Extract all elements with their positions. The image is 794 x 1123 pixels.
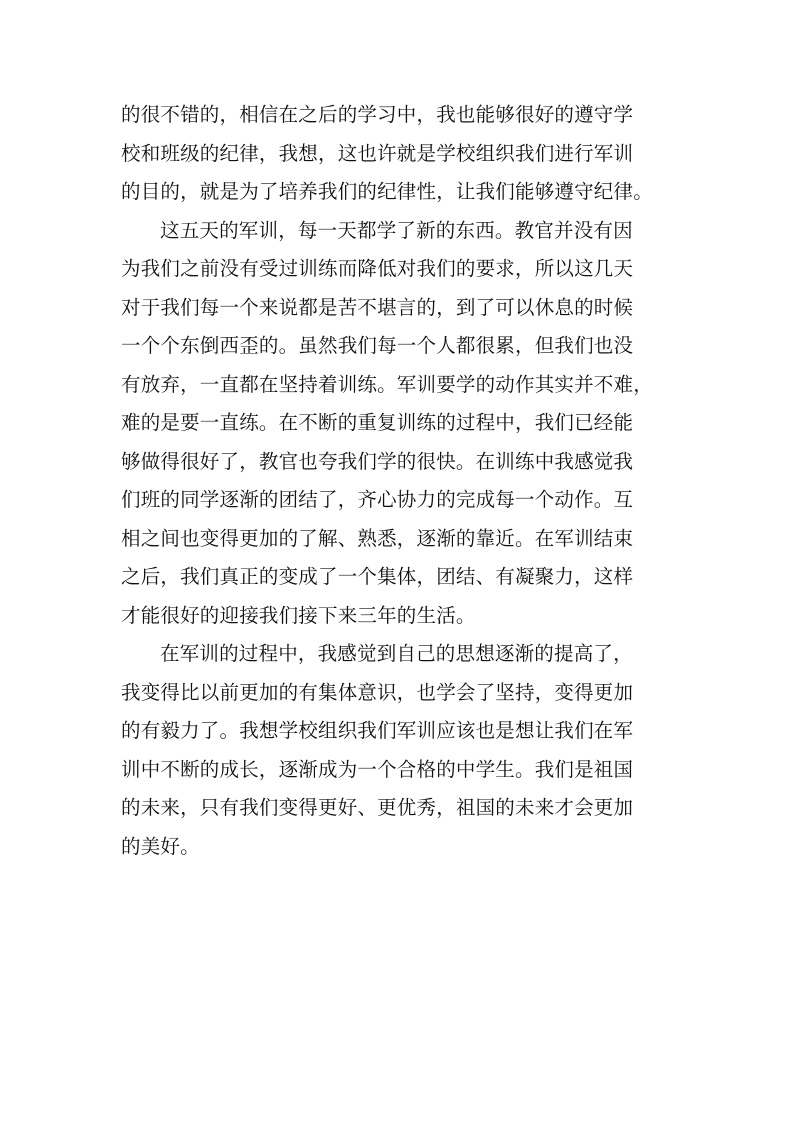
text-line: 的目的，就是为了培养我们的纪律性，让我们能够遵守纪律。: [121, 180, 653, 203]
paragraph-start-line: 这五天的军训，每一天都学了新的东西。教官并没有因: [160, 218, 633, 242]
text-line: 的美好。: [121, 834, 200, 858]
text-line: 的未来，只有我们变得更好、更优秀，祖国的未来才会更加: [121, 796, 634, 819]
text-line: 的有毅力了。我想学校组织我们军训应该也是想让我们在军: [121, 719, 634, 742]
essay-body: [121, 96, 677, 866]
text-line: 一个个东倒西歪的。虽然我们每一个人都很累，但我们也没: [121, 334, 634, 357]
text-line: 有放弃，一直都在坚持着训练。军训要学的动作其实并不难，: [121, 372, 653, 396]
text-line: 才能很好的迎接我们接下来三年的生活。: [121, 603, 476, 627]
text-line: 为我们之前没有受过训练而降低对我们的要求，所以这几天: [121, 257, 634, 280]
text-line: 对于我们每一个来说都是苦不堪言的，到了可以休息的时候: [121, 295, 634, 319]
text-line: 之后，我们真正的变成了一个集体，团结、有凝聚力，这样: [121, 565, 634, 588]
paragraph-start-line: 在军训的过程中，我感觉到自己的思想逐渐的提高了，: [160, 642, 633, 665]
text-line: 校和班级的纪律，我想，这也许就是学校组织我们进行军训: [121, 141, 634, 165]
text-line: 们班的同学逐渐的团结了，齐心协力的完成每一个动作。互: [121, 488, 634, 511]
text-line: 的很不错的，相信在之后的学习中，我也能够很好的遵守学: [121, 103, 634, 126]
text-line: 够做得很好了，教官也夸我们学的很快。在训练中我感觉我: [121, 449, 634, 473]
text-line: 训中不断的成长，逐渐成为一个合格的中学生。我们是祖国: [121, 757, 634, 781]
text-line: 难的是要一直练。在不断的重复训练的过程中，我们已经能: [121, 411, 634, 434]
text-line: 相之间也变得更加的了解、熟悉，逐渐的靠近。在军训结束: [121, 526, 634, 550]
text-line: 我变得比以前更加的有集体意识，也学会了坚持，变得更加: [121, 680, 634, 704]
